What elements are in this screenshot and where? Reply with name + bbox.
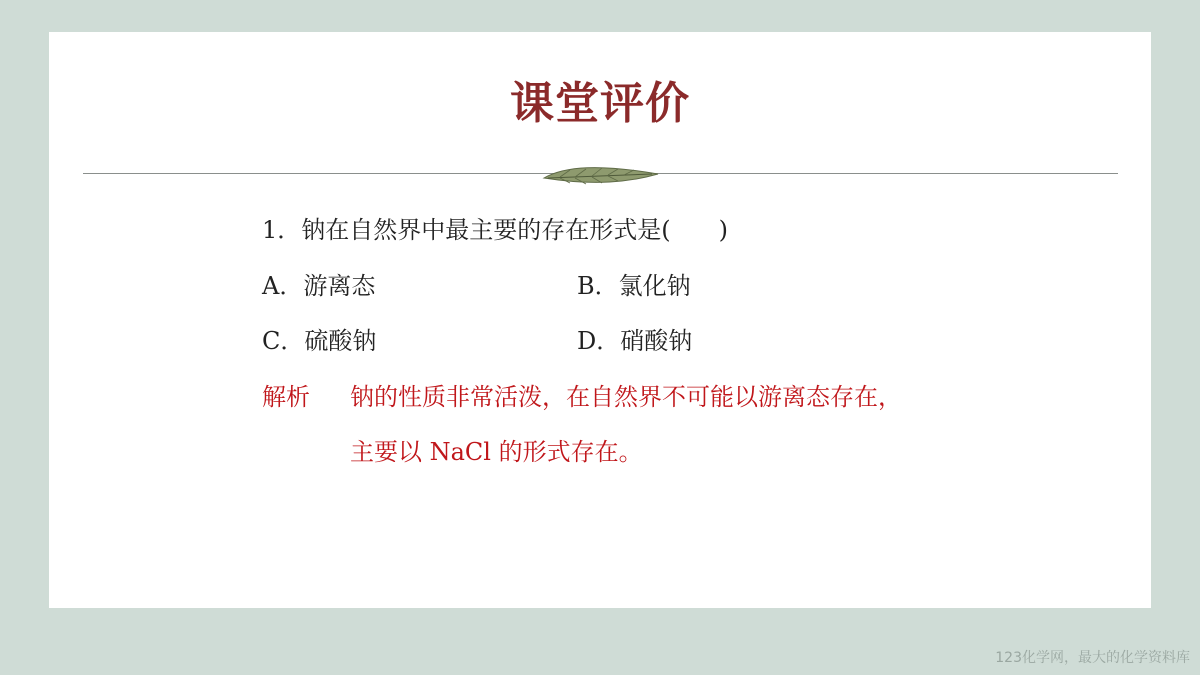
question-stem: 1．钠在自然界中最主要的存在形式是( ) [262, 216, 728, 244]
site-watermark: 123化学网，最大的化学资料库 [995, 650, 1190, 666]
option-d: D．硝酸钠 [577, 327, 693, 355]
slide-title: 课堂评价 [510, 78, 690, 129]
analysis-line-2: 主要以 NaCl 的形式存在。 [350, 438, 643, 466]
option-b: B．氯化钠 [577, 272, 691, 300]
analysis-heading: 解析 [262, 383, 310, 411]
option-c: C．硫酸钠 [262, 327, 377, 355]
leaf-ornament-icon [540, 160, 660, 190]
analysis-line-1: 钠的性质非常活泼，在自然界不可能以游离态存在， [350, 383, 902, 411]
option-a: A．游离态 [262, 272, 376, 300]
